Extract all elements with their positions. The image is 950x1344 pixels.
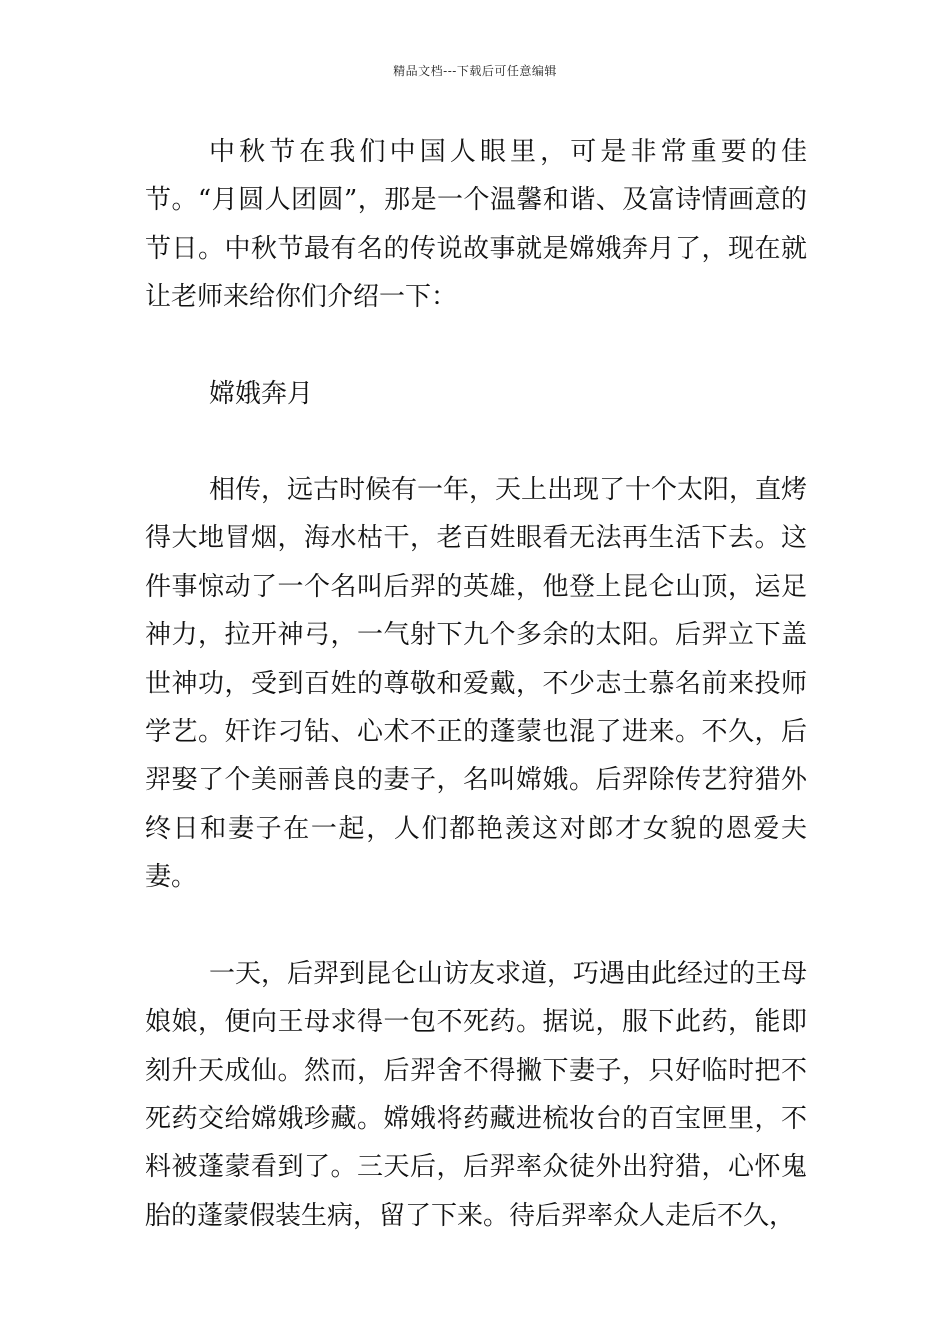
story-paragraph-2: 一天，后羿到昆仑山访友求道，巧遇由此经过的王母娘娘，便向王母求得一包不死药。据说，服下此药，能即刻升天成仙。然而，后羿舍不得撇下妻子，只好临时把不死药交给嫦娥珍藏。嫦娥将药藏进梳妆台的百宝匣里，不料被蓬蒙看到了。三天后，后羿率众徒外出狩猎，心怀鬼胎的蓬蒙假装生病，留了下来。待后羿率众人走后不久， (145, 958, 808, 1231)
story-title: 嫦娥奔月 (209, 378, 314, 409)
story-paragraph-1: 相传，远古时候有一年，天上出现了十个太阳，直烤得大地冒烟，海水枯干，老百姓眼看无法再生活下去。这件事惊动了一个名叫后羿的英雄，他登上昆仑山顶，运足神力，拉开神弓，一气射下九个多余的太阳。后羿立下盖世神功，受到百姓的尊敬和爱戴，不少志士慕名前来投师学艺。奸诈刁钻、心术不正的蓬蒙也混了进来。不久，后羿娶了个美丽善良的妻子，名叫嫦娥。后羿除传艺狩猎外终日和妻子在一起，人们都艳羡这对郎才女貌的恩爱夫妻。 (145, 475, 808, 893)
paragraph-spacer (145, 322, 807, 370)
paragraph-spacer (145, 902, 807, 950)
paragraph-spacer (145, 418, 807, 466)
document-body (145, 128, 807, 1240)
page-header: 精品文档---下载后可任意编辑 (393, 64, 557, 78)
intro-paragraph: 中秋节在我们中国人眼里，可是非常重要的佳节。“月圆人团圆”，那是一个温馨和谐、及富诗情画意的节日。中秋节最有名的传说故事就是嫦娥奔月了，现在就让老师来给你们介绍一下： (145, 137, 807, 313)
